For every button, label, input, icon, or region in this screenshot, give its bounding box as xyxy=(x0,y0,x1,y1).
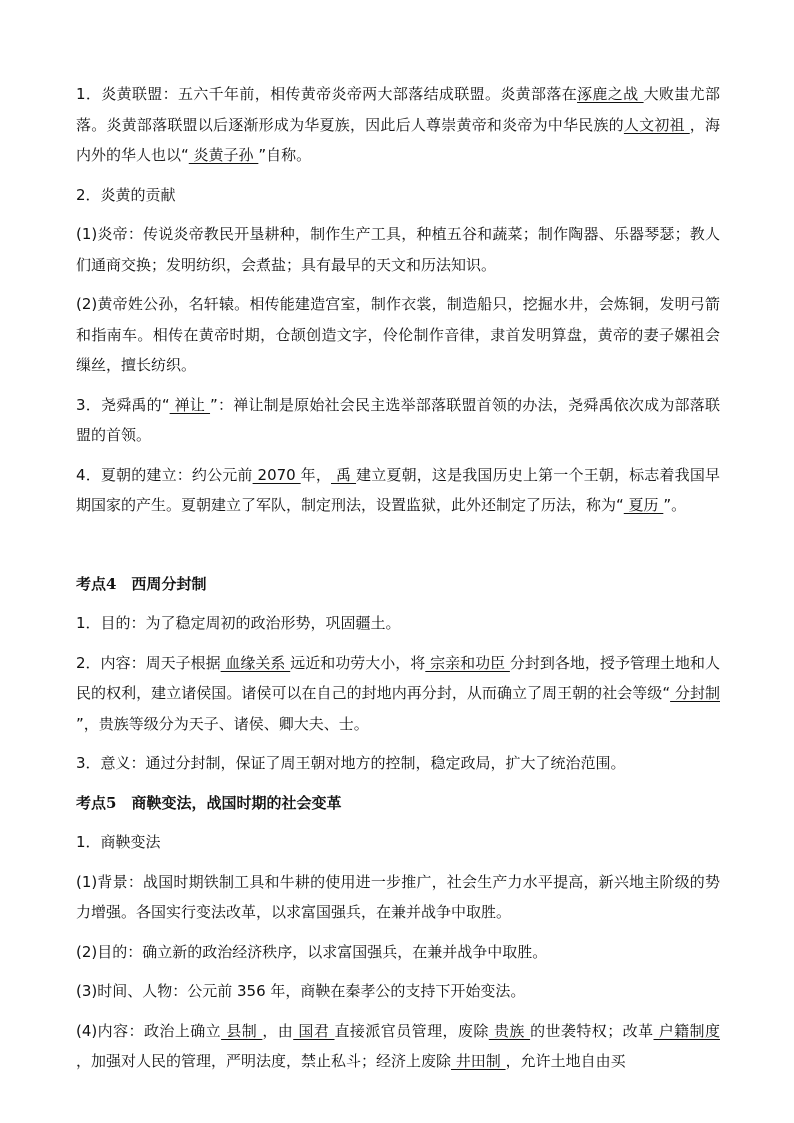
answer-blank: 户籍制度 xyxy=(653,1021,720,1040)
paragraph-purpose: 1．目的：为了稳定周初的政治形势，巩固疆土。 xyxy=(76,614,401,632)
answer-blank: 分封制 xyxy=(670,684,720,702)
answer-blank: 禅让 xyxy=(169,395,211,414)
paragraph-significance: 3．意义：通过分封制，保证了周王朝对地方的控制，稳定政局，扩大了统治范围。 xyxy=(76,754,626,772)
paragraph-fenfeng-content xyxy=(76,648,720,740)
text: 的世袭特权；改革 xyxy=(530,1021,654,1040)
text: ，由 xyxy=(262,1021,294,1040)
text: 2．内容：周天子根据 xyxy=(76,653,221,672)
answer-blank: 贵族 xyxy=(488,1021,531,1040)
text: 1．炎黄联盟：五六千年前，相传黄帝炎帝两大部落结成联盟。炎黄部落在 xyxy=(76,85,578,103)
text: 年， xyxy=(300,465,331,484)
section-heading-kaodian-5: 考点5 商鞅变法，战国时期的社会变革 xyxy=(76,793,342,812)
text: 分封到各地，授予管理土地和人民的权利，建立诸侯国。诸侯可以在自己的封地内再分封，从而确立了周王朝的社会等级“ xyxy=(76,653,720,702)
text: ”自称。 xyxy=(258,146,312,164)
paragraph-time-people: (3)时间、人物：公元前 356 年，商鞅在秦孝公的支持下开始变法。 xyxy=(76,982,526,1000)
answer-blank: 涿鹿之战 xyxy=(577,85,644,103)
text: 3．尧舜禹的“ xyxy=(76,395,170,414)
paragraph-yanhuang-contribution-title: 2．炎黄的贡献 xyxy=(76,185,176,204)
paragraph-huangdi: (2)黄帝姓公孙，名轩辕。相传能建造宫室，制作衣裳，制造船只，挖掘水井，会炼铜，发明弓箭和指南车。相传在黄帝时期，仓颉创造文字，伶伦制作音律，隶首发明算盘，黄帝的妻子嫘祖会缫丝，擅长纺织。 xyxy=(76,295,720,374)
text: 远近和功劳大小，将 xyxy=(290,653,426,672)
paragraph-yanhuang-alliance xyxy=(76,79,720,171)
text: ”，贵族等级分为天子、诸侯、卿大夫、士。 xyxy=(76,714,369,733)
answer-blank: 井田制 xyxy=(451,1052,506,1070)
text: 建立夏朝，这是我国历史上第一个王朝，标志着我国早期国家的产生。夏朝建立了军队，制定刑法，设置监狱，此外还制定了历法，称为“ xyxy=(76,465,720,514)
paragraph-goal: (2)目的：确立新的政治经济秩序，以求富国强兵，在兼并战争中取胜。 xyxy=(76,942,548,961)
text: 4．夏朝的建立：约公元前 xyxy=(76,465,253,484)
answer-blank: 县制 xyxy=(221,1021,263,1040)
answer-blank: 人文初祖 xyxy=(623,115,690,134)
text: 直接派官员管理，废除 xyxy=(334,1021,489,1040)
text: ，加强对人民的管理，严明法度，禁止私斗；经济上废除 xyxy=(76,1052,452,1070)
answer-blank: 夏历 xyxy=(623,496,664,514)
document-page xyxy=(76,79,720,1086)
text: ”：禅让制是原始社会民主选举部落联盟首领的办法，尧舜禹依次成为部落联盟的首领。 xyxy=(76,395,720,444)
text: (4)内容：政治上确立 xyxy=(76,1021,222,1040)
paragraph-shanrang xyxy=(76,390,720,451)
answer-blank: 2070 xyxy=(252,465,301,484)
text: ，允许土地自由买 xyxy=(505,1052,626,1070)
paragraph-reform-content xyxy=(76,1016,720,1077)
answer-blank: 血缘关系 xyxy=(220,653,291,672)
text: 大败蚩尤部落。炎黄部落联盟以后逐渐形成为华夏族，因此后人尊崇黄帝和炎帝为中华民族的 xyxy=(76,85,720,134)
paragraph-background: (1)背景：战国时期铁制工具和牛耕的使用进一步推广，社会生产力水平提高，新兴地主阶级的势力增强。各国实行变法改革，以求富国强兵，在兼并战争中取胜。 xyxy=(76,872,720,921)
answer-blank: 宗亲和功臣 xyxy=(425,653,510,672)
answer-blank: 禹 xyxy=(331,465,357,484)
text: ，海内外的华人也以“ xyxy=(76,115,720,164)
paragraph-xia-dynasty xyxy=(76,460,720,521)
answer-blank: 国君 xyxy=(293,1021,335,1040)
text: ”。 xyxy=(663,496,687,514)
section-heading-kaodian-4: 考点4 西周分封制 xyxy=(76,574,207,593)
paragraph-yandi: (1)炎帝：传说炎帝教民开垦耕种，制作生产工具，种植五谷和蔬菜；制作陶器、乐器琴瑟；教人们通商交换；发明纺织，会煮盐；具有最早的天文和历法知识。 xyxy=(76,225,720,274)
answer-blank: 炎黄子孙 xyxy=(188,146,259,164)
paragraph-shangyang-title: 1．商鞅变法 xyxy=(76,833,161,851)
